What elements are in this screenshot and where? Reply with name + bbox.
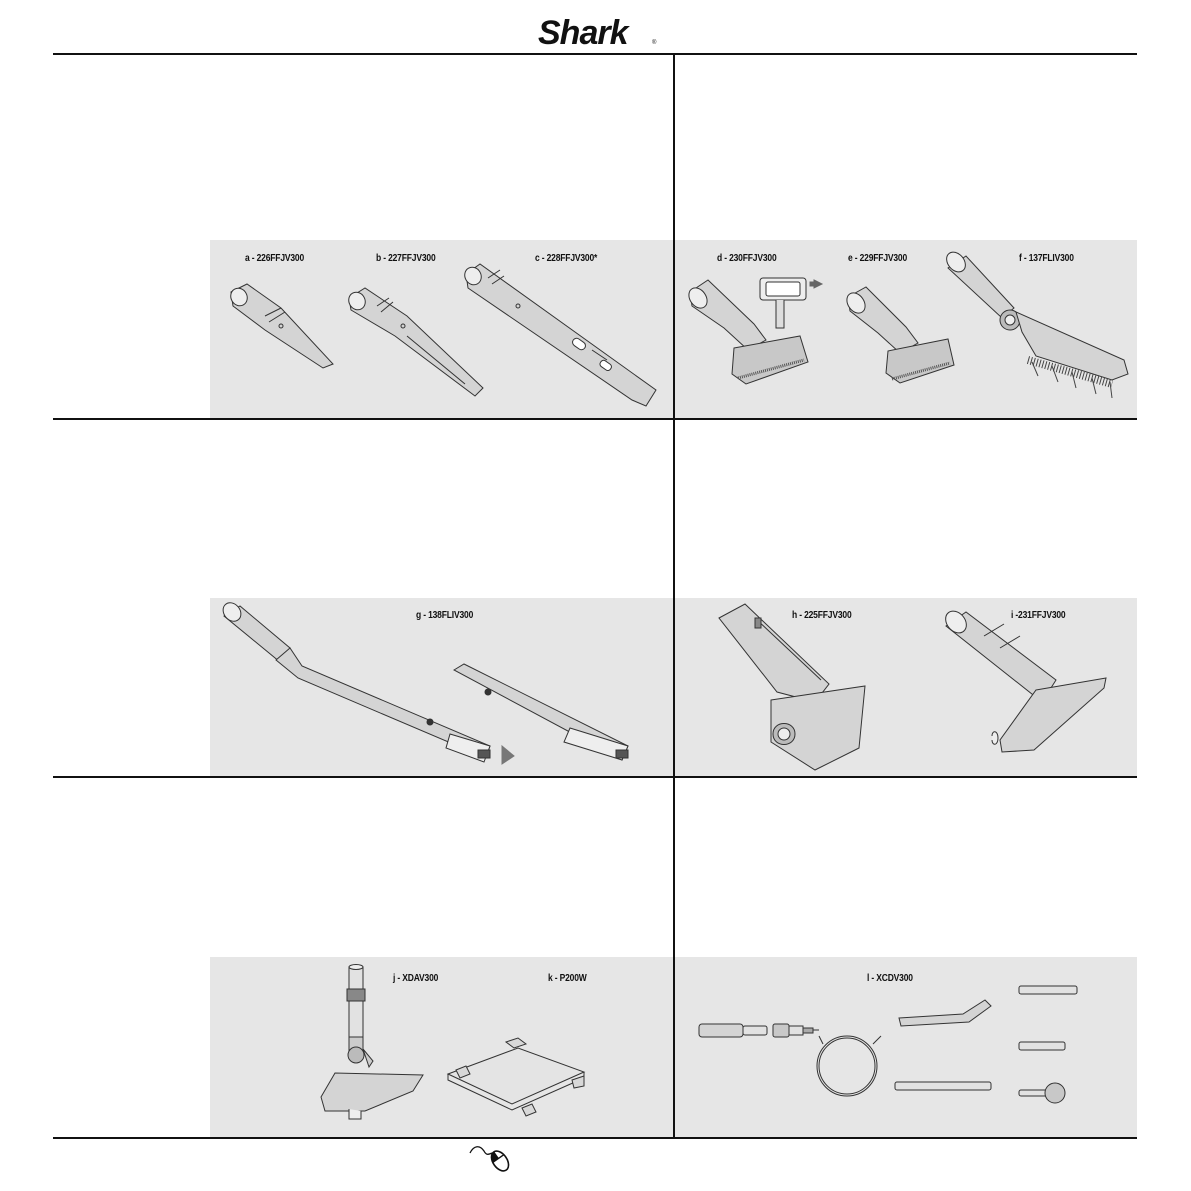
column-divider — [673, 54, 675, 1137]
motorized-pet-tool-icon — [715, 598, 880, 773]
section-divider-top — [53, 53, 1137, 55]
section-divider-1 — [53, 418, 1137, 420]
part-label-l: l - XCDV300 — [867, 973, 913, 984]
pet-power-brush-icon — [684, 270, 834, 395]
duster-pad-icon — [440, 1020, 590, 1120]
micro-tool-kit-icon — [695, 996, 1090, 1106]
part-label-b: b - 227FFJV300 — [376, 253, 436, 264]
crevice-tool-icon — [225, 282, 340, 374]
part-label-j: j - XDAV300 — [393, 973, 439, 984]
part-label-e: e - 229FFJV300 — [848, 253, 908, 264]
wide-upholstery-tool-icon — [940, 610, 1115, 760]
extra-long-crevice-tool-icon — [462, 262, 662, 412]
mouse-icon — [468, 1143, 514, 1173]
shark-logo — [538, 10, 660, 50]
dusting-brush-icon — [942, 252, 1137, 407]
part-label-k: k - P200W — [548, 973, 587, 984]
part-label-a: a - 226FFJV300 — [245, 253, 305, 264]
part-label-c: c - 228FFJV300* — [535, 253, 598, 264]
section-divider-2 — [53, 776, 1137, 778]
trademark: ® — [652, 40, 657, 46]
brand-name: Shark — [538, 14, 628, 50]
part-label-f: f - 137FLIV300 — [1019, 253, 1074, 264]
part-label-d: d - 230FFJV300 — [717, 253, 777, 264]
hard-floor-duster-icon — [315, 963, 430, 1123]
part-label-i: i -231FFJV300 — [1011, 610, 1066, 621]
part-label-g: g - 138FLIV300 — [416, 610, 474, 621]
under-appliance-wand-icon — [220, 604, 640, 770]
section-divider-bottom — [53, 1137, 1137, 1139]
part-label-h: h - 225FFJV300 — [792, 610, 852, 621]
